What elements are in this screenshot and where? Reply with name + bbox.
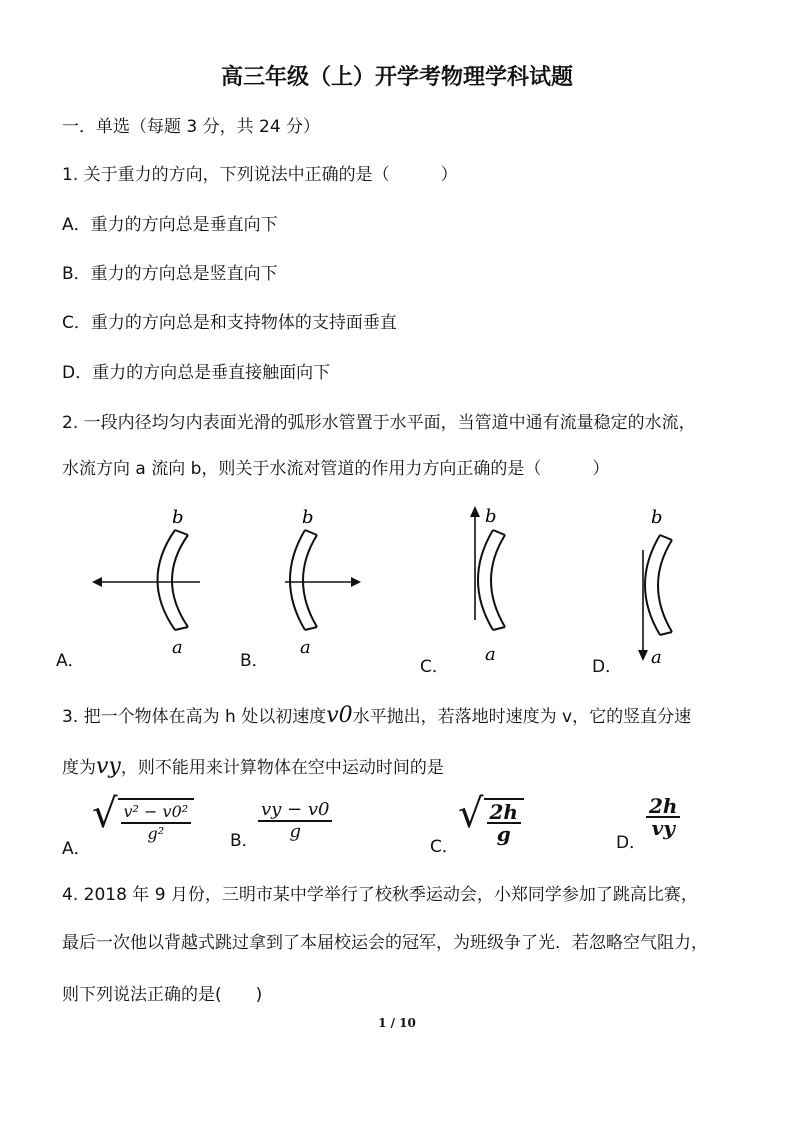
q3-option-d-numerator: 2h — [646, 796, 680, 818]
q1-stem: 1. 关于重力的方向，下列说法中正确的是（ ） — [62, 165, 458, 185]
q2-figure-d-label-b: b — [651, 507, 663, 528]
q2-stem-line1: 2. 一段内径均匀内表面光滑的弧形水管置于水平面，当管道中通有流量稳定的水流， — [62, 413, 696, 433]
q1-option-d: D．重力的方向总是垂直接触面向下 — [62, 363, 331, 383]
q3-option-b-denominator: g — [289, 821, 301, 842]
q3-option-b-formula — [258, 800, 332, 842]
page-title: 高三年级（上）开学考物理学科试题 — [220, 65, 573, 90]
q3-option-b-label: B． — [230, 831, 259, 851]
section-heading: 一．单选（每题 3 分，共 24 分） — [62, 117, 321, 137]
q2-figure-a-label-b: b — [172, 507, 184, 528]
q2-option-b-label: B． — [240, 651, 269, 671]
q3-option-a-numerator: v² − v0² — [121, 802, 192, 824]
q3-option-a-denominator: g² — [147, 824, 165, 843]
q4-stem-line1: 4. 2018 年 9 月份，三明市某中学举行了校秋季运动会，小郑同学参加了跳高比赛， — [62, 885, 698, 905]
q4-stem-line3: 则下列说法正确的是( ) — [62, 985, 263, 1005]
q2-figure-a-label-a: a — [172, 637, 183, 658]
q2-stem-line2: 水流方向 a 流向 b，则关于水流对管道的作用力方向正确的是（ ） — [62, 459, 610, 479]
q3-option-d-denominator: vy — [651, 816, 675, 840]
q3-stem-line1 — [62, 705, 691, 728]
page-number: 1 / 10 — [378, 1016, 416, 1030]
q2-figure-d-label-a: a — [651, 647, 662, 668]
q3-stem-line2-a: 度为 — [62, 758, 96, 778]
q3-stem-line2 — [62, 756, 444, 779]
q2-option-c-label: C． — [420, 657, 449, 677]
q2-option-d-label: D． — [592, 657, 623, 677]
q3-vy-symbol: vy — [96, 754, 121, 779]
q3-option-a-formula: √ $\frac{\text{v² − v0²}}{\text{g²}}$ — [92, 792, 194, 844]
q3-option-d-label: D． — [616, 833, 647, 853]
q2-figure-b-label-b: b — [302, 507, 314, 528]
q2-figure-a — [80, 505, 220, 665]
q3-option-d-formula — [646, 796, 680, 838]
q3-stem-line1-a: 3. 把一个物体在高为 h 处以初速度 — [62, 707, 327, 727]
q3-v0-symbol: v0 — [326, 703, 353, 728]
q2-figure-c-label-a: a — [485, 644, 496, 665]
q3-option-c-numerator: 2h — [487, 802, 521, 824]
q2-figure-b-label-a: a — [300, 637, 311, 658]
q1-option-c: C．重力的方向总是和支持物体的支持面垂直 — [62, 313, 397, 333]
q3-option-b-numerator: vy − v0 — [258, 800, 332, 822]
q3-stem-line1-b: 水平抛出，若落地时速度为 v，它的竖直分速 — [352, 707, 692, 727]
q4-stem-line2: 最后一次他以背越式跳过拿到了本届校运会的冠军，为班级争了光．若忽略空气阻力， — [62, 933, 708, 953]
q1-option-a: A．重力的方向总是垂直向下 — [62, 215, 278, 235]
q2-figure-c-label-b: b — [485, 506, 497, 527]
q2-figure-b — [255, 505, 395, 665]
q2-figure-d — [615, 505, 725, 670]
q3-stem-line2-b: ，则不能用来计算物体在空中运动时间的是 — [120, 758, 444, 778]
q3-option-c-formula: √ $\frac{2h}{g}$ — [458, 792, 524, 844]
q1-option-b: B．重力的方向总是竖直向下 — [62, 264, 278, 284]
q3-option-a-label: A． — [62, 839, 91, 859]
q2-option-a-label: A． — [56, 651, 85, 671]
q2-figure-c — [455, 500, 565, 665]
q3-option-c-denominator: g — [496, 822, 511, 846]
q3-option-c-label: C． — [430, 837, 459, 857]
